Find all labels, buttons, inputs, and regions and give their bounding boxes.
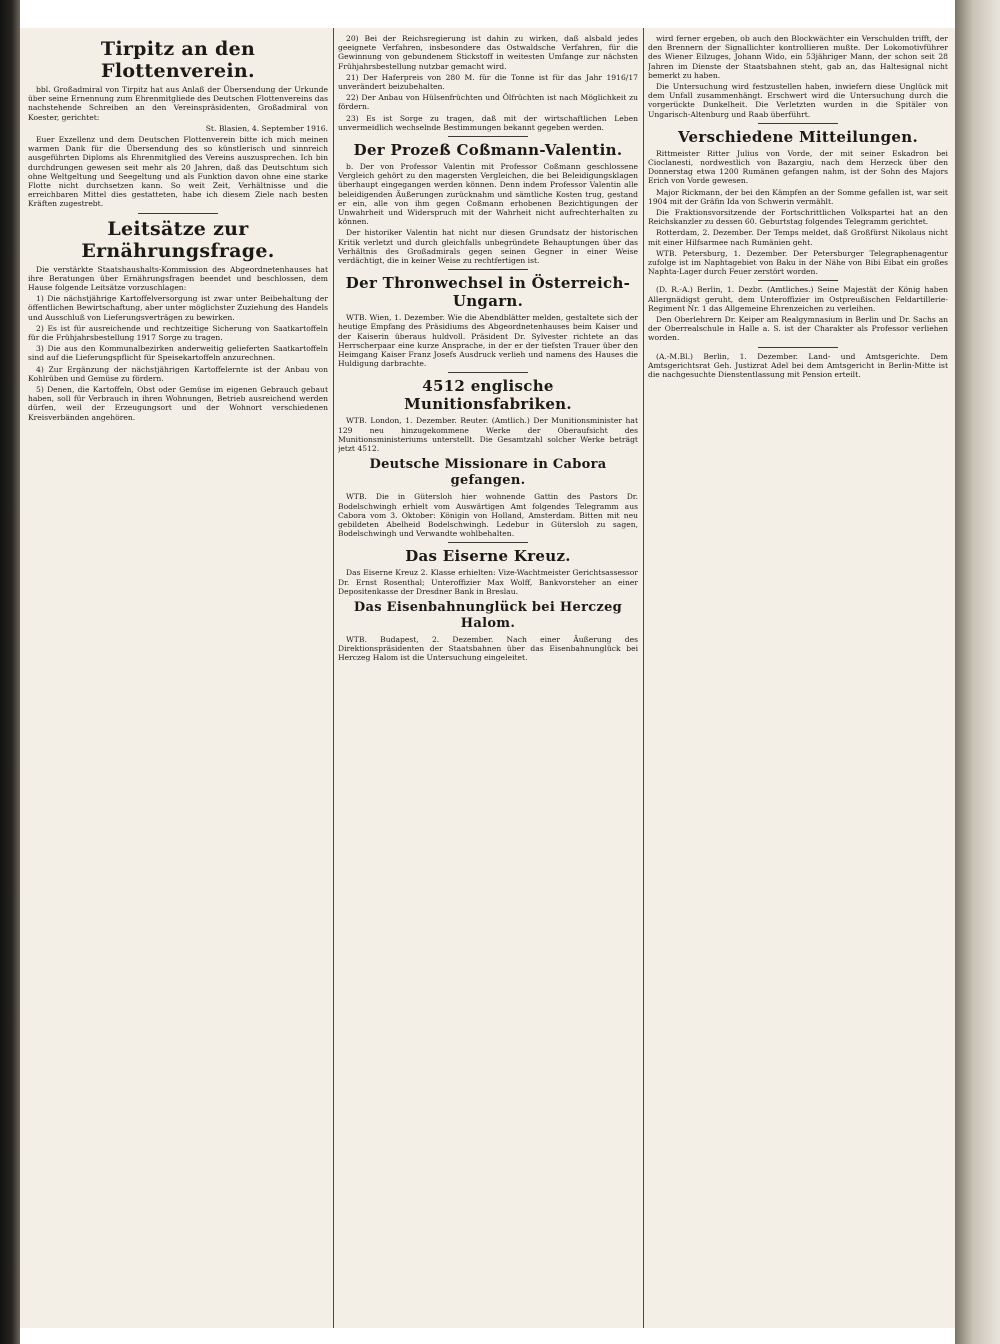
headline-tirpitz: Tirpitz an den Flottenverein.: [100, 38, 256, 82]
newspaper-page: [20, 28, 955, 1328]
article-paragraph: bbl. Großadmiral von Tirpitz hat aus Anlaß der Übersendung der Urkunde über seine Ernennung zum Ehrenmitgliede des Deutschen Flottenvereins das nachstehende Schreiben an den Vereinspräsidenten, Großadmiral von Koester, gerichtet:: [28, 85, 328, 122]
article-paragraph: 20) Bei der Reichsregierung ist dahin zu wirken, daß alsbald jedes geeignete Verfahren, insbesondere das Ostwaldsche Verfahren, für die Gewinnung von gebundenem Stickstoff in weitesten Umfange zur nächsten Frühjahrsbestellung nutzbar gemacht wird.: [338, 34, 638, 71]
article-paragraph: Rittmeister Ritter Julius von Vorde, der mit seiner Eskadron bei Cioclanesti, nordwestlich von Bazargiu, nach dem Herzeck über den Donnerstag etwa 1200 Rumänen gefangen nahm, ist der Sohn des Majors Erich von Vorde gewesen.: [648, 148, 948, 186]
headline-missionare: Deutsche Missionare in Cabora gefangen.: [369, 457, 607, 489]
article-paragraph: WTB. Budapest, 2. Dezember. Nach einer Äußerung des Direktionspräsidenten der Staatsbahnen über das Eisenbahnunglück bei Herczeg Halom ist die Untersuchung eingeleitet.: [338, 634, 638, 663]
article-paragraph: Euer Exzellenz und dem Deutschen Flottenverein bitte ich mich meinen warmen Dank für die Übersendung des so künstlerisch und sinnreich ausgeführten Diploms als Ehrenmitglied des Vereins auszusprechen. Ich bin durchdrungen gewesen seit mehr als 20 Jahren, daß das Deutschtum sich ohne Weltgeltung und Seegeltung und als Funktion davon ohne eine starke Flotte nicht durchsetzen kann. So weit Zeit, Verhältnisse und die erreichbaren Mittel dies gestatteten, habe ich diesem Ziele nach besten Kräften zugestrebt.: [28, 135, 328, 209]
separator: [758, 123, 838, 124]
separator: [758, 347, 838, 348]
article-paragraph: wird ferner ergeben, ob auch den Blockwächter ein Verschulden trifft, der den Brennern der Signallichter kontrollieren mußte. Der Lokomotivführer des Wiener Eilzuges, Johann Wido, ein 53jähriger Mann, der schon seit 28 Jahren im Dienste der Staatsbahnen steht, gab an, das Haltesignal nicht bemerkt zu haben.: [648, 34, 948, 80]
separator: [758, 280, 838, 281]
article-paragraph: 4) Zur Ergänzung der nächstjährigen Kartoffelernte ist der Anbau von Kohlrüben und Gemüse zu fördern.: [28, 364, 328, 383]
article-paragraph: Rotterdam, 2. Dezember. Der Temps meldet, daß Großfürst Nikolaus nicht mit einer Hilfsarmee nach Rumänien geht.: [648, 228, 948, 247]
separator: [448, 372, 528, 373]
article-paragraph: Major Rickmann, der bei den Kämpfen an der Somme gefallen ist, war seit 1904 mit der Gräfin Ida von Schwerin vermählt.: [648, 187, 948, 206]
article-paragraph: Die Untersuchung wird festzustellen haben, inwiefern diese Unglück mit dem Unfall zusammenhängt. Erschwert wird die Untersuchung durch die vorgerückte Dunkelheit. Die Verletzten wurden in die Spitäler von Ungarisch-Altenburg und Raab überführt.: [648, 82, 948, 119]
separator: [138, 213, 218, 214]
article-paragraph: Die verstärkte Staatshaushalts-Kommission des Abgeordnetenhauses hat ihre Beratungen über Ernährungsfragen beendet und beschlossen, dem Hause folgende Leitsätze vorzuschlagen:: [28, 264, 328, 293]
article-paragraph: Der historiker Valentin hat nicht nur diesen Grundsatz der historischen Kritik verletzt und durch gleichfalls unbegründete Behauptungen über das Verhältnis des Großadmirals gegen seinen Gegner in einer Weise verdächtigt, die in keiner Weise zu rechtfertigen ist.: [338, 228, 638, 266]
article-paragraph: (A.-M.Bl.) Berlin, 1. Dezember. Land- und Amtsgerichte. Dem Amtsgerichtsrat Geh. Justizrat Adel bei dem Amtsgericht in Berlin-Mitte ist die nachgesuchte Dienstentlassung mit Pension erteilt.: [648, 351, 948, 380]
column-rule-2: [643, 28, 644, 1328]
headline-munitionsfabriken: 4512 englische Munitionsfabriken.: [404, 377, 572, 414]
article-paragraph: 22) Der Anbau von Hülsenfrüchten und Ölfrüchten ist nach Möglichkeit zu fördern.: [338, 93, 638, 112]
separator: [448, 542, 528, 543]
article-paragraph: 5) Denen, die Kartoffeln, Obst oder Gemüse im eigenen Gebrauch gebaut haben, soll für Verbrauch in ihren Wohnungen, Betrieb ausreichend werden dürfen, weil der Erzeugungsort und der Wohnort verschiedenen Kreisverbänden angehören.: [28, 385, 328, 422]
article-paragraph: 23) Es ist Sorge zu tragen, daß mit der wirtschaftlichen Leben unvermeidlich wechselnde Bestimmungen bekannt gegeben werden.: [338, 113, 638, 132]
headline-prozess: Der Prozeß Coßmann-Valentin.: [353, 141, 623, 160]
separator: [448, 269, 528, 270]
article-paragraph: 2) Es ist für ausreichende und rechtzeitige Sicherung von Saatkartoffeln für die Frühjahrsbestellung 1917 Sorge zu tragen.: [28, 323, 328, 343]
article-paragraph: 21) Der Haferpreis von 280 M. für die Tonne ist für das Jahr 1916/17 unverändert beizubehalten.: [338, 72, 638, 92]
column-3: [648, 34, 948, 1324]
dateline: St. Blasien, 4. September 1916.: [205, 123, 328, 133]
article-paragraph: WTB. London, 1. Dezember. Reuter. (Amtlich.) Der Munitionsminister hat 129 neu hinzugekommene Werke der Oberaufsicht des Munitionsministeriums unterstellt. Die Gesamtzahl solcher Werke beträgt jetzt 4512.: [338, 416, 638, 454]
article-paragraph: Den Oberlehrern Dr. Keiper am Realgymnasium in Berlin und Dr. Sachs an der Oberrealschule in Halle a. S. ist der Charakter als Professor verliehen worden.: [648, 315, 948, 343]
column-2: [338, 34, 638, 1324]
headline-thronwechsel: Der Thronwechsel in Österreich-Ungarn.: [345, 274, 631, 311]
article-paragraph: Das Eiserne Kreuz 2. Klasse erhielten: Vize-Wachtmeister Gerichtsassessor Dr. Ernst Rosenthal; Unteroffizier Max Wolff, Bankvorsteher an einer Depositenkasse der Dresdner Bank in Breslau.: [338, 568, 638, 596]
scan-edge-right: [955, 0, 1000, 1344]
article-paragraph: 1) Die nächstjährige Kartoffelversorgung ist zwar unter Beibehaltung der öffentlichen Bewirtschaftung, aber unter möglichster Zuziehung des Handels und Ausschluß von Lieferungsverträgen zu bewirken.: [28, 294, 328, 322]
separator: [448, 136, 528, 137]
headline-ernaehrung: Leitsätze zur Ernährungsfrage.: [81, 217, 275, 262]
column-1: [28, 34, 328, 1324]
headline-eiserne-kreuz: Das Eiserne Kreuz.: [405, 547, 571, 566]
scan-edge-left: [0, 0, 20, 1344]
headline-mitteilungen: Verschiedene Mitteilungen.: [677, 127, 918, 146]
headline-eisenbahnunglueck: Das Eisenbahnunglück bei Herczeg Halom.: [353, 599, 623, 631]
article-paragraph: b. Der von Professor Valentin mit Professor Coßmann geschlossene Vergleich gehört zu den magersten Vergleichen, die bei Beleidigungsklagen überhaupt eingegangen werden können. Denn indem Professor Valentin alle beleidigenden Äußerungen zurücknahm und sämtliche Kosten trug, gestand er ein, alle von ihm gegen Coßmann erhobenen Bezichtigungen der Unwahrheit und Widerspruch mit der Wahrheit nicht aufrechterhalten zu können.: [338, 162, 638, 227]
article-paragraph: (D. R.-A.) Berlin, 1. Dezbr. (Amtliches.) Seine Majestät der König haben Allergnädigst geruht, dem Unteroffizier im Ostpreußischen Feldartillerie-Regiment Nr. 1 das Allgemeine Ehrenzeichen zu verleihen.: [648, 285, 948, 313]
article-paragraph: Die Fraktionsvorsitzende der Fortschrittlichen Volkspartei hat an den Reichskanzler zu dessen 60. Geburtstag folgendes Telegramm gerichtet.: [648, 208, 948, 227]
article-paragraph: WTB. Die in Gütersloh hier wohnende Gattin des Pastors Dr. Bodelschwingh erhielt vom Auswärtigen Amt folgendes Telegramm aus Cabora vom 3. Oktober: Königin von Holland, Amsterdam. Bitten mit neu gebildeten Abelheid Bodelschwingh. Ledebur in Gütersloh zu sagen, Bodelschwingh und Verwandte wohlbehalten.: [338, 492, 638, 539]
column-rule-1: [333, 28, 334, 1328]
article-paragraph: WTB. Petersburg, 1. Dezember. Der Petersburger Telegraphenagentur zufolge ist im Naphtagebiet von Baku in der Nähe von Bibi Eibat ein großes Naphta-Lager durch Feuer zerstört worden.: [648, 248, 948, 277]
article-paragraph: 3) Die aus den Kommunalbezirken anderweitig gelieferten Saatkartoffeln sind auf die Lieferungspflicht für Speisekartoffeln anzurechnen.: [28, 344, 328, 363]
scan-margin-top: [20, 0, 955, 28]
article-paragraph: WTB. Wien, 1. Dezember. Wie die Abendblätter melden, gestaltete sich der heutige Empfang des Präsidiums des Abgeordnetenhauses beim Kaiser und der Kaiserin überaus huldvoll. Präsident Dr. Sylvester richtete an das Herrscherpaar eine kurze Ansprache, in der er der tiefsten Trauer über den Heimgang Kaiser Franz Josefs Ausdruck verlieh und namens des Hauses die Huldigung darbrachte.: [338, 313, 638, 369]
